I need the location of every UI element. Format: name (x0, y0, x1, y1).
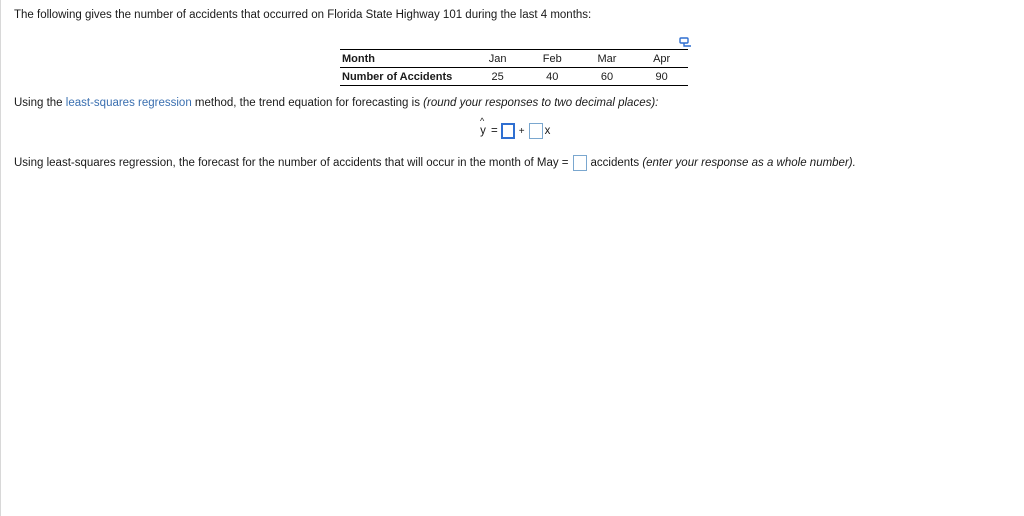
forecast-prompt (14, 155, 856, 171)
slope-input[interactable] (529, 123, 543, 139)
table-cell-month: Mar (579, 50, 634, 68)
accidents-table (340, 49, 688, 86)
plus-sign: + (518, 125, 525, 137)
x-variable: x (544, 125, 551, 137)
table-header-accidents: Number of Accidents (340, 68, 469, 86)
equals-sign: = (491, 125, 498, 137)
copy-table-button[interactable] (678, 36, 692, 48)
table-row-month (340, 50, 688, 68)
table-cell-month: Jan (469, 50, 524, 68)
question-intro: The following gives the number of accidents that occurred on Florida State Highway 101 during the last 4 months: (14, 9, 592, 21)
forecast-prefix: Using least-squares regression, the forecast for the number of accidents that will occur in the month of May = (14, 157, 569, 169)
least-squares-link[interactable]: least-squares regression (65, 97, 192, 109)
intercept-input[interactable] (501, 123, 515, 139)
trend-equation (479, 116, 551, 141)
y-hat-symbol (479, 116, 487, 137)
y-variable: y (480, 125, 486, 137)
rounding-instruction: (round your responses to two decimal places): (423, 97, 659, 109)
prompt-middle: method, the trend equation for forecasting is (191, 97, 420, 109)
table-row-accidents (340, 68, 688, 86)
forecast-unit: accidents (590, 157, 640, 169)
table-header-month: Month (340, 50, 469, 68)
table-cell-month: Feb (524, 50, 579, 68)
whole-number-instruction: (enter your response as a whole number). (642, 157, 856, 169)
table-cell-accidents: 25 (469, 68, 524, 86)
prompt-prefix: Using the (14, 97, 63, 109)
table-cell-accidents: 60 (579, 68, 634, 86)
copy-table-icon (679, 37, 692, 48)
hat-accent: ^ (480, 116, 485, 126)
trend-equation-prompt (14, 97, 658, 109)
left-border (0, 0, 1, 516)
table-cell-accidents: 40 (524, 68, 579, 86)
table-cell-month: Apr (633, 50, 688, 68)
table-cell-accidents: 90 (633, 68, 688, 86)
may-forecast-input[interactable] (573, 155, 587, 171)
